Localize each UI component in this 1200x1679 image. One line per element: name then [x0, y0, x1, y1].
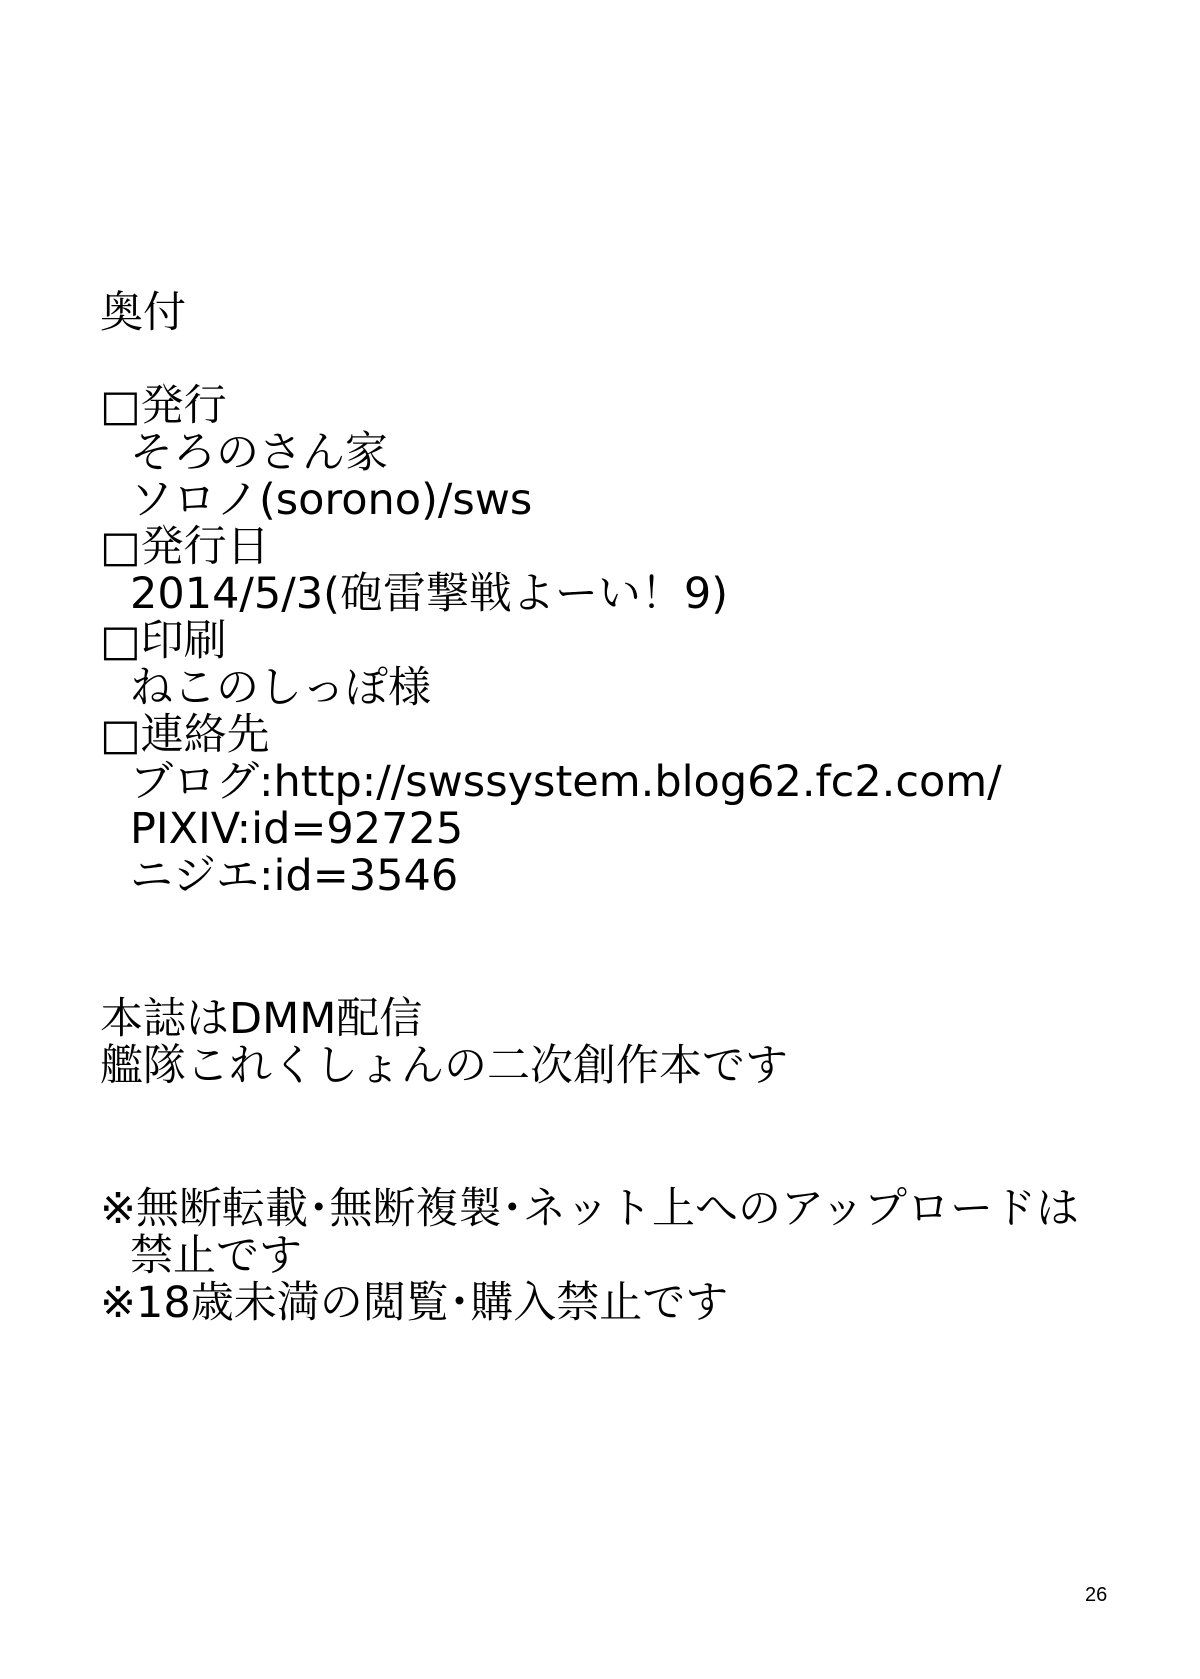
publisher-name: そろのさん家 [130, 428, 388, 478]
note-derivative-work: 艦隊これくしょんの二次創作本です [100, 1041, 788, 1091]
note-distribution: 本誌はDMM配信 [100, 994, 423, 1044]
publisher-heading: □発行 [100, 381, 227, 431]
date-heading: □発行日 [100, 522, 270, 572]
warning-reproduction-continued: 禁止です [130, 1231, 302, 1281]
publisher-author: ソロノ(sorono)/sws [130, 475, 533, 525]
printing-value: ねこのしっぽ様 [130, 663, 431, 713]
contact-pixiv: PIXIV:id=92725 [130, 804, 464, 854]
date-value: 2014/5/3(砲雷撃戦よーい！9) [130, 569, 729, 619]
warning-reproduction: ※無断転載･無断複製･ネット上へのアップロードは [100, 1184, 1080, 1234]
warning-age-restriction: ※18歳未満の閲覧･購入禁止です [100, 1278, 729, 1328]
contact-heading: □連絡先 [100, 710, 270, 760]
contact-blog: ブログ:http://swssystem.blog62.fc2.com/ [130, 757, 1002, 807]
contact-nijie: ニジエ:id=3546 [130, 851, 459, 901]
page-number: 26 [1085, 1584, 1108, 1606]
colophon-title: 奥付 [100, 288, 186, 338]
printing-heading: □印刷 [100, 616, 227, 666]
